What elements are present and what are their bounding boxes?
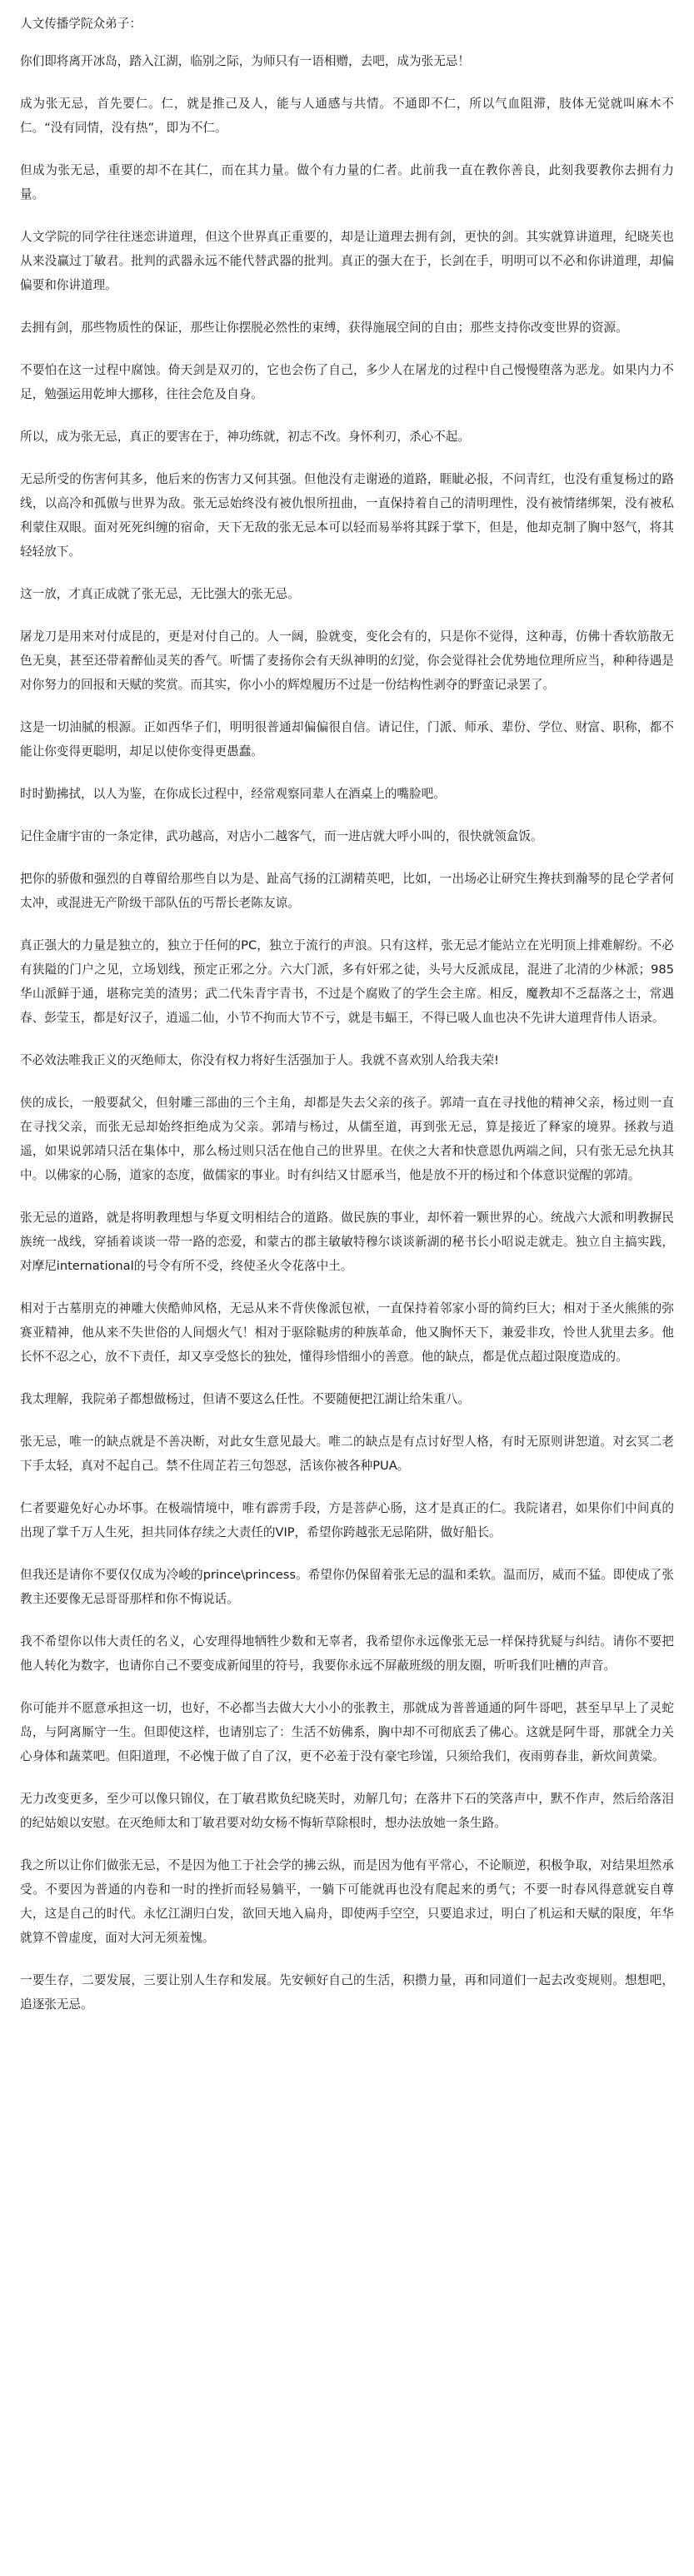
- paragraph-27: 我之所以让你们做张无忌，不是因为他工于社会学的拂云纵，而是因为他有平常心，不论顺逆，积极争取，对结果坦然承受。不要因为普通的内卷和一时的挫折而轻易躺平，一躺下可能就再也没有爬起来的勇气；不要一时春风得意就妄自尊大，这是自己的时代。永忆江湖归白发，欲回天地入扁舟，即使两手空空，只要追求过，明白了机运和天赋的限度，年华就算不曾虚度，面对大河无须羞愧。: [20, 1858, 674, 1945]
- paragraph-20: 我太理解，我院弟子都想做杨过，但请不要这么任性。不要随便把江湖让给朱重八。: [20, 1392, 470, 1406]
- paragraph-2: 成为张无忌，首先要仁。仁，就是推己及人，能与人通感与共情。不通即不仁，所以气血阻滞，肢体无觉就叫麻木不仁。“没有同情，没有热”，即为不仁。: [20, 97, 674, 135]
- paragraph-15: 真正强大的力量是独立的，独立于任何的PC，独立于流行的声浪。只有这样，张无忌才能站立在光明顶上排难解纷。不必有狭隘的门户之见，立场划线，预定正邪之分。六大门派，多有奸邪之徒，头号大反派成昆，混进了北清的少林派；985华山派鲜于通，堪称完美的渣男；武二代朱青宇青书，不过是个腐败了的学生会主席。相反，魔教却不乏磊落之士，常遇春、彭莹玉，都是好汉子，逍遥二仙，小节不拘而大节不亏，就是韦蝠王，不得已吸人血也决不先讲大道理背伟人语录。: [20, 938, 674, 1025]
- paragraph-22: 仁者要避免好心办坏事。在极端情境中，唯有霹雳手段，方是菩萨心肠，这才是真正的仁。我院诸君，如果你们中间真的出现了掌千万人生死，担共同体存续之大责任的VIP，希望你跨越张无忌陷阱，做好船长。: [20, 1501, 674, 1539]
- paragraph-1: 你们即将离开冰岛，踏入江湖，临别之际，为师只有一语相赠，去吧，成为张无忌！: [20, 54, 470, 68]
- paragraph-25: 你可能并不愿意承担这一切，也好，不必都当去做大大小小的张教主，那就成为普普通通的阿牛哥吧，甚至早早上了灵蛇岛，与阿离厮守一生。但即使这样，也请别忘了：生活不妨佛系，胸中却不可彻底丢了佛心。这就是阿牛哥，那就全力关心身体和蔬菜吧。但阳道理，不必愧于做了自了汉，更不必羞于没有豪宅珍馐，只须给我们，夜雨剪春韭，新炊间黄粱。: [20, 1701, 674, 1763]
- paragraph-17: 侠的成长，一般要弑父，但射雕三部曲的三个主角，却都是失去父亲的孩子。郭靖一直在寻找他的精神父亲，杨过则一直在寻找父亲，而张无忌却始终拒绝成为父亲。郭靖与杨过，从儒至道，再到张无忌，算是接近了释家的境界。拯救与逍遥，如果说郭靖只活在集体中，那么杨过则只活在他自己的世界里。在侠之大者和快意恩仇两端之间，只有张无忌允执其中。以佛家的心肠，道家的态度，做儒家的事业。时有纠结又甘愿承当，他是放不开的杨过和个体意识觉醒的郭靖。: [20, 1096, 674, 1182]
- paragraph-23: 但我还是请你不要仅仅成为冷峻的prince\princess。希望你仍保留着张无忌的温和柔软。温而厉，威而不猛。即使成了张教主还要像无忌哥哥那样和你不悔说话。: [20, 1568, 674, 1606]
- paragraph-12: 时时勤拂拭，以人为鉴，在你成长过程中，经常观察同辈人在酒桌上的嘴脸吧。: [20, 787, 446, 801]
- paragraph-28: 一要生存，二要发展，三要让别人生存和发展。先安顿好自己的生活，积攒力量，再和同道们一起去改变规则。想想吧，追逐张无忌。: [20, 1973, 674, 2012]
- paragraph-9: 这一放，才真正成就了张无忌，无比强大的张无忌。: [20, 587, 300, 601]
- paragraph-24: 我不希望你以伟大责任的名义，心安理得地牺牲少数和无辜者，我希望你永远像张无忌一样保持犹疑与纠结。请你不要把他人转化为数字，也请你自己不要变成新闻里的符号，我要你永远不屏蔽班级的朋友圈，听听我们吐槽的声音。: [20, 1634, 674, 1673]
- greeting: 人文传播学院众弟子：: [20, 17, 142, 31]
- paragraph-7: 所以，成为张无忌，真正的要害在于，神功练就，初志不改。身怀利刃，杀心不起。: [20, 430, 470, 444]
- paragraph-5: 去拥有剑，那些物质性的保证，那些让你摆脱必然性的束缚，获得施展空间的自由；那些支持你改变世界的资源。: [20, 321, 628, 335]
- paragraph-3: 但成为张无忌，重要的却不在其仁，而在其力量。做个有力量的仁者。此前我一直在教你善良，此刻我要教你去拥有力量。: [20, 163, 674, 201]
- paragraph-4: 人文学院的同学往往迷恋讲道理，但这个世界真正重要的，却是让道理去拥有剑，更快的剑。其实就算讲道理，纪晓芙也从来没赢过丁敏君。批判的武器永远不能代替武器的批判。真正的强大在于，长剑在手，明明可以不必和你讲道理，却偏偏要和你讲道理。: [20, 230, 674, 292]
- paragraph-16: 不必效法唯我正义的灭绝师太，你没有权力将好生活强加于人。我就不喜欢别人给我夫荣!: [20, 1053, 500, 1067]
- paragraph-13: 记住金庸宇宙的一条定律，武功越高，对店小二越客气，而一进店就大呼小叫的，很快就领盒饭。: [20, 829, 543, 843]
- paragraph-6: 不要怕在这一过程中腐蚀。倚天剑是双刃的，它也会伤了自己，多少人在屠龙的过程中自己慢慢堕落为恶龙。如果内力不足，勉强运用乾坤大挪移，往往会危及自身。: [20, 363, 674, 401]
- paragraph-21: 张无忌，唯一的缺点就是不善决断，对此女生意见最大。唯二的缺点是有点讨好型人格，有时无原则讲恕道。对玄冥二老下手太轻，真对不起自己。禁不住周芷若三句怨怼，活该你被各种PUA。: [20, 1435, 674, 1473]
- paragraph-8: 无忌所受的伤害何其多，他后来的伤害力又何其强。但他没有走谢逊的道路，睚眦必报，不问青红，也没有重复杨过的路线，以高冷和孤傲与世界为敌。张无忌始终没有被仇恨所扭曲，一直保持着自己的清明理性，没有被情绪绑架，没有被私利蒙住双眼。面对死死纠缠的宿命，天下无敌的张无忌本可以轻而易举将其踩于掌下，但是，他却克制了胸中怒气，将其轻轻放下。: [20, 472, 674, 559]
- paragraph-26: 无力改变更多，至少可以像只锦仪，在丁敏君欺负纪晓芙时，劝解几句；在落井下石的笑落声中，默不作声，然后给落泪的纪姑娘以安慰。在灭绝师太和丁敏君要对幼女杨不悔斩草除根时，想办法放她一条生路。: [20, 1792, 674, 1830]
- paragraph-18: 张无忌的道路，就是将明教理想与华夏文明相结合的道路。做民族的事业，却怀着一颗世界的心。统战六大派和明教摒民族统一战线，穿插着谈谈一带一路的恋爱，和蒙古的郡主敏敏特穆尔谈谈新湖的秘书长小昭说走就走。独立自主搞实践，对摩尼international的号令有所不受，终使圣火令花落中土。: [20, 1211, 674, 1273]
- paragraph-11: 这是一切油腻的根源。正如西华子们，明明很普通却偏偏很自信。请记住，门派、师承、辈份、学位、财富、职称，都不能让你变得更聪明，却足以使你变得更愚蠢。: [20, 720, 674, 758]
- paragraph-10: 屠龙刀是用来对付成昆的，更是对付自己的。人一阔，脸就变，变化会有的，只是你不觉得，这种毒，仿佛十香软筋散无色无臭，甚至还带着醉仙灵芙的香气。听懦了麦扬你会有天纵神明的幻觉，你会觉得社会优势地位理所应当，种种待遇是对你努力的回报和天赋的奖赏。而其实，你小小的辉煌履历不过是一份结构性剥夺的野蛮记录罢了。: [20, 629, 674, 692]
- paragraph-19: 相对于古墓朋克的神雕大侠酷帅风格，无忌从来不背侠像派包袱，一直保持着邻家小哥的简约巨大；相对于圣火熊熊的弥赛亚精神，他从来不失世俗的人间烟火气！相对于驱除鞑虏的种族革命，他又胸怀天下，兼爱非攻，怜世人犹里去多。他长怀不忍之心，放不下责任，却又享受悠长的独处，懂得珍惜细小的善意。他的缺点，都是优点超过限度造成的。: [20, 1301, 674, 1364]
- paragraph-14: 把你的骄傲和强烈的自尊留给那些自以为是、趾高气扬的江湖精英吧，比如，一出场必让研究生搀扶到瀚琴的昆仑学者何太冲，或混进无产阶级干部队伍的丐帮长老陈友谅。: [20, 872, 674, 910]
